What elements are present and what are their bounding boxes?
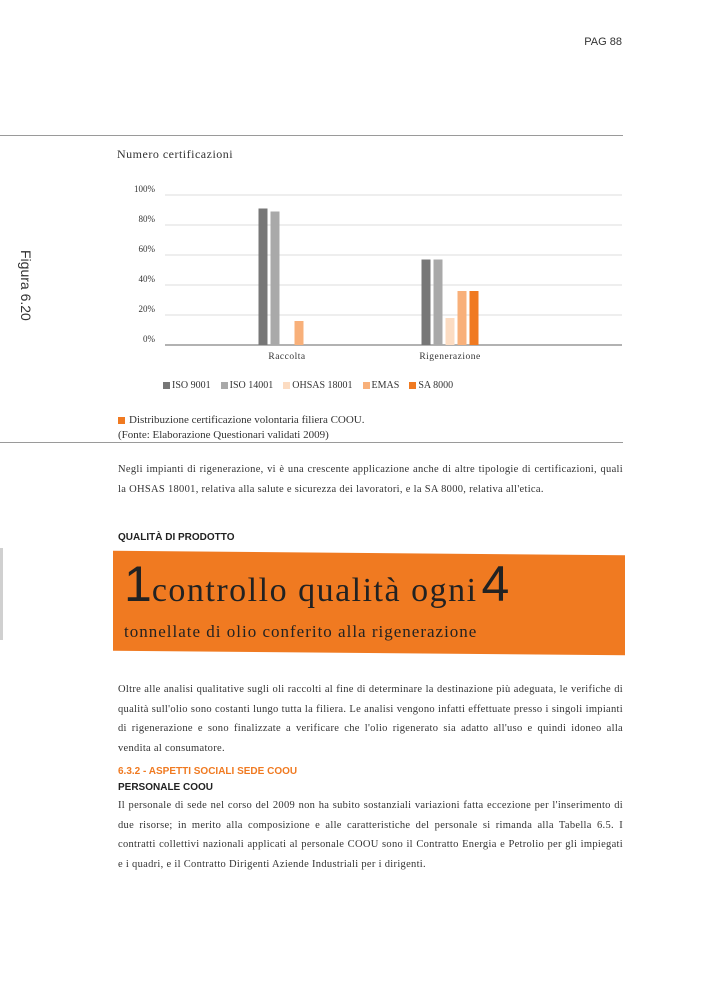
left-edge-mark bbox=[0, 548, 3, 640]
legend-swatch bbox=[221, 382, 228, 389]
banner-subtitle: tonnellate di olio conferito alla rigenerazione bbox=[124, 622, 478, 641]
top-divider bbox=[0, 135, 623, 136]
paragraph-certifications: Negli impianti di rigenerazione, vi è una crescente applicazione anche di altre tipologie di certificazioni, quali la OHSAS 18001, relativa alla salute e sicurezza dei lavoratori, e la SA 8000, relativa all'etica. bbox=[118, 464, 623, 495]
legend-swatch bbox=[363, 382, 370, 389]
chart-legend bbox=[163, 380, 453, 391]
chart-title: Numero certificazioni bbox=[117, 147, 234, 161]
caption-bullet-icon bbox=[118, 417, 125, 424]
legend-item bbox=[363, 380, 400, 391]
page-number: PAG 88 bbox=[584, 36, 622, 48]
caption-line-2: (Fonte: Elaborazione Questionari validati 2009) bbox=[118, 429, 329, 441]
figure-caption bbox=[118, 413, 365, 443]
bar-rigenerazione-iso-14001 bbox=[434, 260, 443, 346]
y-tick-label: 20% bbox=[138, 304, 155, 314]
bar-rigenerazione-ohsas-18001 bbox=[446, 318, 455, 345]
legend-label: ISO 9001 bbox=[172, 380, 211, 391]
banner-headline bbox=[124, 555, 509, 613]
bar-raccolta-iso-14001 bbox=[271, 212, 280, 346]
legend-item bbox=[163, 380, 211, 391]
legend-item bbox=[283, 380, 352, 391]
bar-raccolta-emas bbox=[295, 321, 304, 345]
banner-number-1: 1 bbox=[124, 556, 152, 612]
legend-swatch bbox=[409, 382, 416, 389]
banner-text: controllo qualità ogni bbox=[151, 572, 478, 609]
figure-label: Figura 6.20 bbox=[18, 250, 34, 321]
subsection-heading: 6.3.2 - ASPETTI SOCIALI SEDE COOU bbox=[118, 766, 298, 777]
bar-rigenerazione-iso-9001 bbox=[422, 260, 431, 346]
bar-rigenerazione-sa-8000 bbox=[470, 291, 479, 345]
banner-number-2: 4 bbox=[481, 556, 510, 612]
legend-label: SA 8000 bbox=[418, 380, 454, 391]
legend-item bbox=[409, 380, 453, 391]
x-category-label: Raccolta bbox=[268, 352, 306, 362]
caption-line-1: Distribuzione certificazione volontaria filiera COOU. bbox=[129, 414, 365, 426]
legend-swatch bbox=[163, 382, 170, 389]
section-heading: QUALITÀ DI PRODOTTO bbox=[118, 532, 235, 543]
legend-label: EMAS bbox=[371, 380, 400, 391]
y-tick-label: 60% bbox=[138, 244, 155, 254]
legend-swatch bbox=[283, 382, 290, 389]
y-tick-label: 40% bbox=[138, 274, 155, 284]
bar-rigenerazione-emas bbox=[458, 291, 467, 345]
bar-raccolta-iso-9001 bbox=[259, 209, 268, 346]
y-tick-label: 80% bbox=[138, 214, 155, 224]
x-category-label: Rigenerazione bbox=[419, 352, 481, 362]
subsection-subheading: PERSONALE COOU bbox=[118, 782, 214, 793]
y-tick-label: 0% bbox=[143, 334, 155, 344]
bar-chart bbox=[110, 175, 630, 370]
paragraph-personnel: Il personale di sede nel corso del 2009 non ha subito sostanziali variazioni fatta eccezione per l'inserimento di due risorse; in merito alla composizione e alle caratteristiche del personale si rimanda alla Tabella 6.5. I contratti collettivi nazionali applicati al personale COOU sono il Contratto Energia e Petrolio per gli impiegati e i quadri, e il Contratto Dirigenti Aziende Industriali per i dirigenti. bbox=[118, 800, 623, 870]
paragraph-quality: Oltre alle analisi qualitative sugli oli raccolti al fine di determinare la destinazione più adeguata, le verifiche di qualità sull'olio sono costanti lungo tutta la filiera. Le analisi vengono infatti effettuate presso i singoli impianti di rigenerazione e sono finalizzate a verificare che l'olio rigenerato sia adatto all'uso e quindi idoneo alla vendita al consumatore. bbox=[118, 684, 623, 754]
legend-label: ISO 14001 bbox=[229, 380, 274, 391]
bottom-divider bbox=[0, 442, 623, 443]
legend-item bbox=[221, 380, 274, 391]
y-tick-label: 100% bbox=[134, 184, 155, 194]
legend-label: OHSAS 18001 bbox=[292, 380, 353, 391]
